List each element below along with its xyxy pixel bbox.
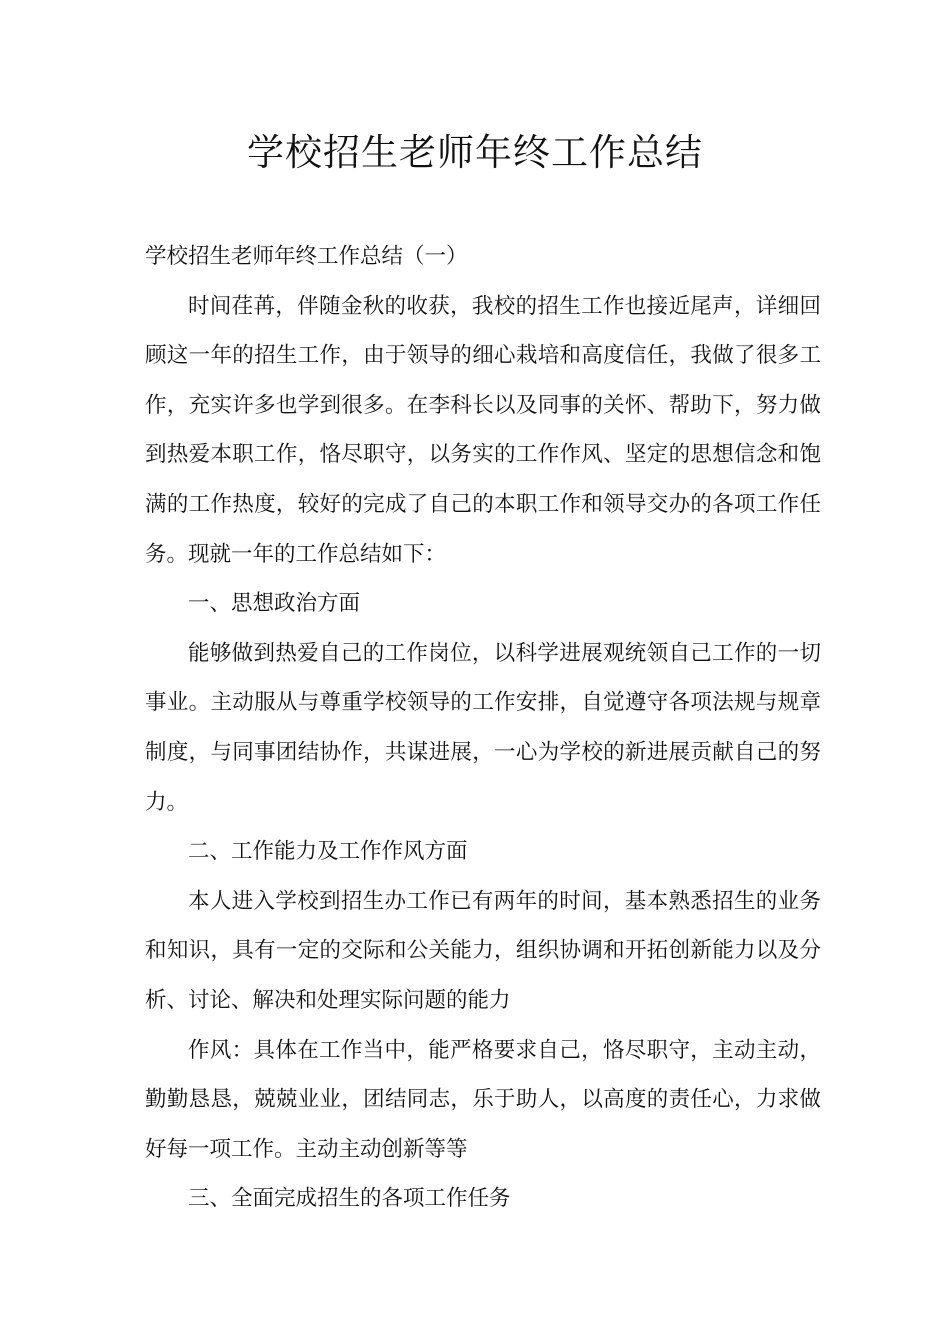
document-body	[145, 232, 821, 1224]
section-heading-ability: 二、工作能力及工作作风方面	[188, 839, 468, 865]
document-title: 学校招生老师年终工作总结	[247, 131, 703, 174]
section-heading-tasks: 三、全面完成招生的各项工作任务	[188, 1186, 511, 1212]
political-paragraph: 能够做到热爱自己的工作岗位，以科学进展观统领自己工作的一切事业。主动服从与尊重学校领导的工作安排，自觉遵守各项法规与规章制度，与同事团结协作，共谋进展，一心为学校的新进展贡献自己的努力。	[145, 640, 821, 815]
section-heading-political: 一、思想政治方面	[188, 591, 361, 617]
section-subtitle: 学校招生老师年终工作总结（一）	[145, 244, 468, 269]
intro-paragraph: 时间荏苒，伴随金秋的收获，我校的招生工作也接近尾声，详细回顾这一年的招生工作，由于领导的细心栽培和高度信任，我做了很多工作，充实许多也学到很多。在李科长以及同事的关怀、帮助下，努力做到热爱本职工作，恪尽职守，以务实的工作作风、坚定的思想信念和饱满的工作热度，较好的完成了自己的本职工作和领导交办的各项工作任务。现就一年的工作总结如下：	[145, 293, 821, 567]
style-paragraph: 作风：具体在工作当中，能严格要求自己，恪尽职守，主动主动，勤勤恳恳，兢兢业业，团结同志，乐于助人，以高度的责任心，力求做好每一项工作。主动主动创新等等	[145, 1037, 821, 1162]
ability-paragraph: 本人进入学校到招生办工作已有两年的时间，基本熟悉招生的业务和知识，具有一定的交际和公关能力，组织协调和开拓创新能力以及分析、讨论、解决和处理实际问题的能力	[145, 888, 821, 1013]
